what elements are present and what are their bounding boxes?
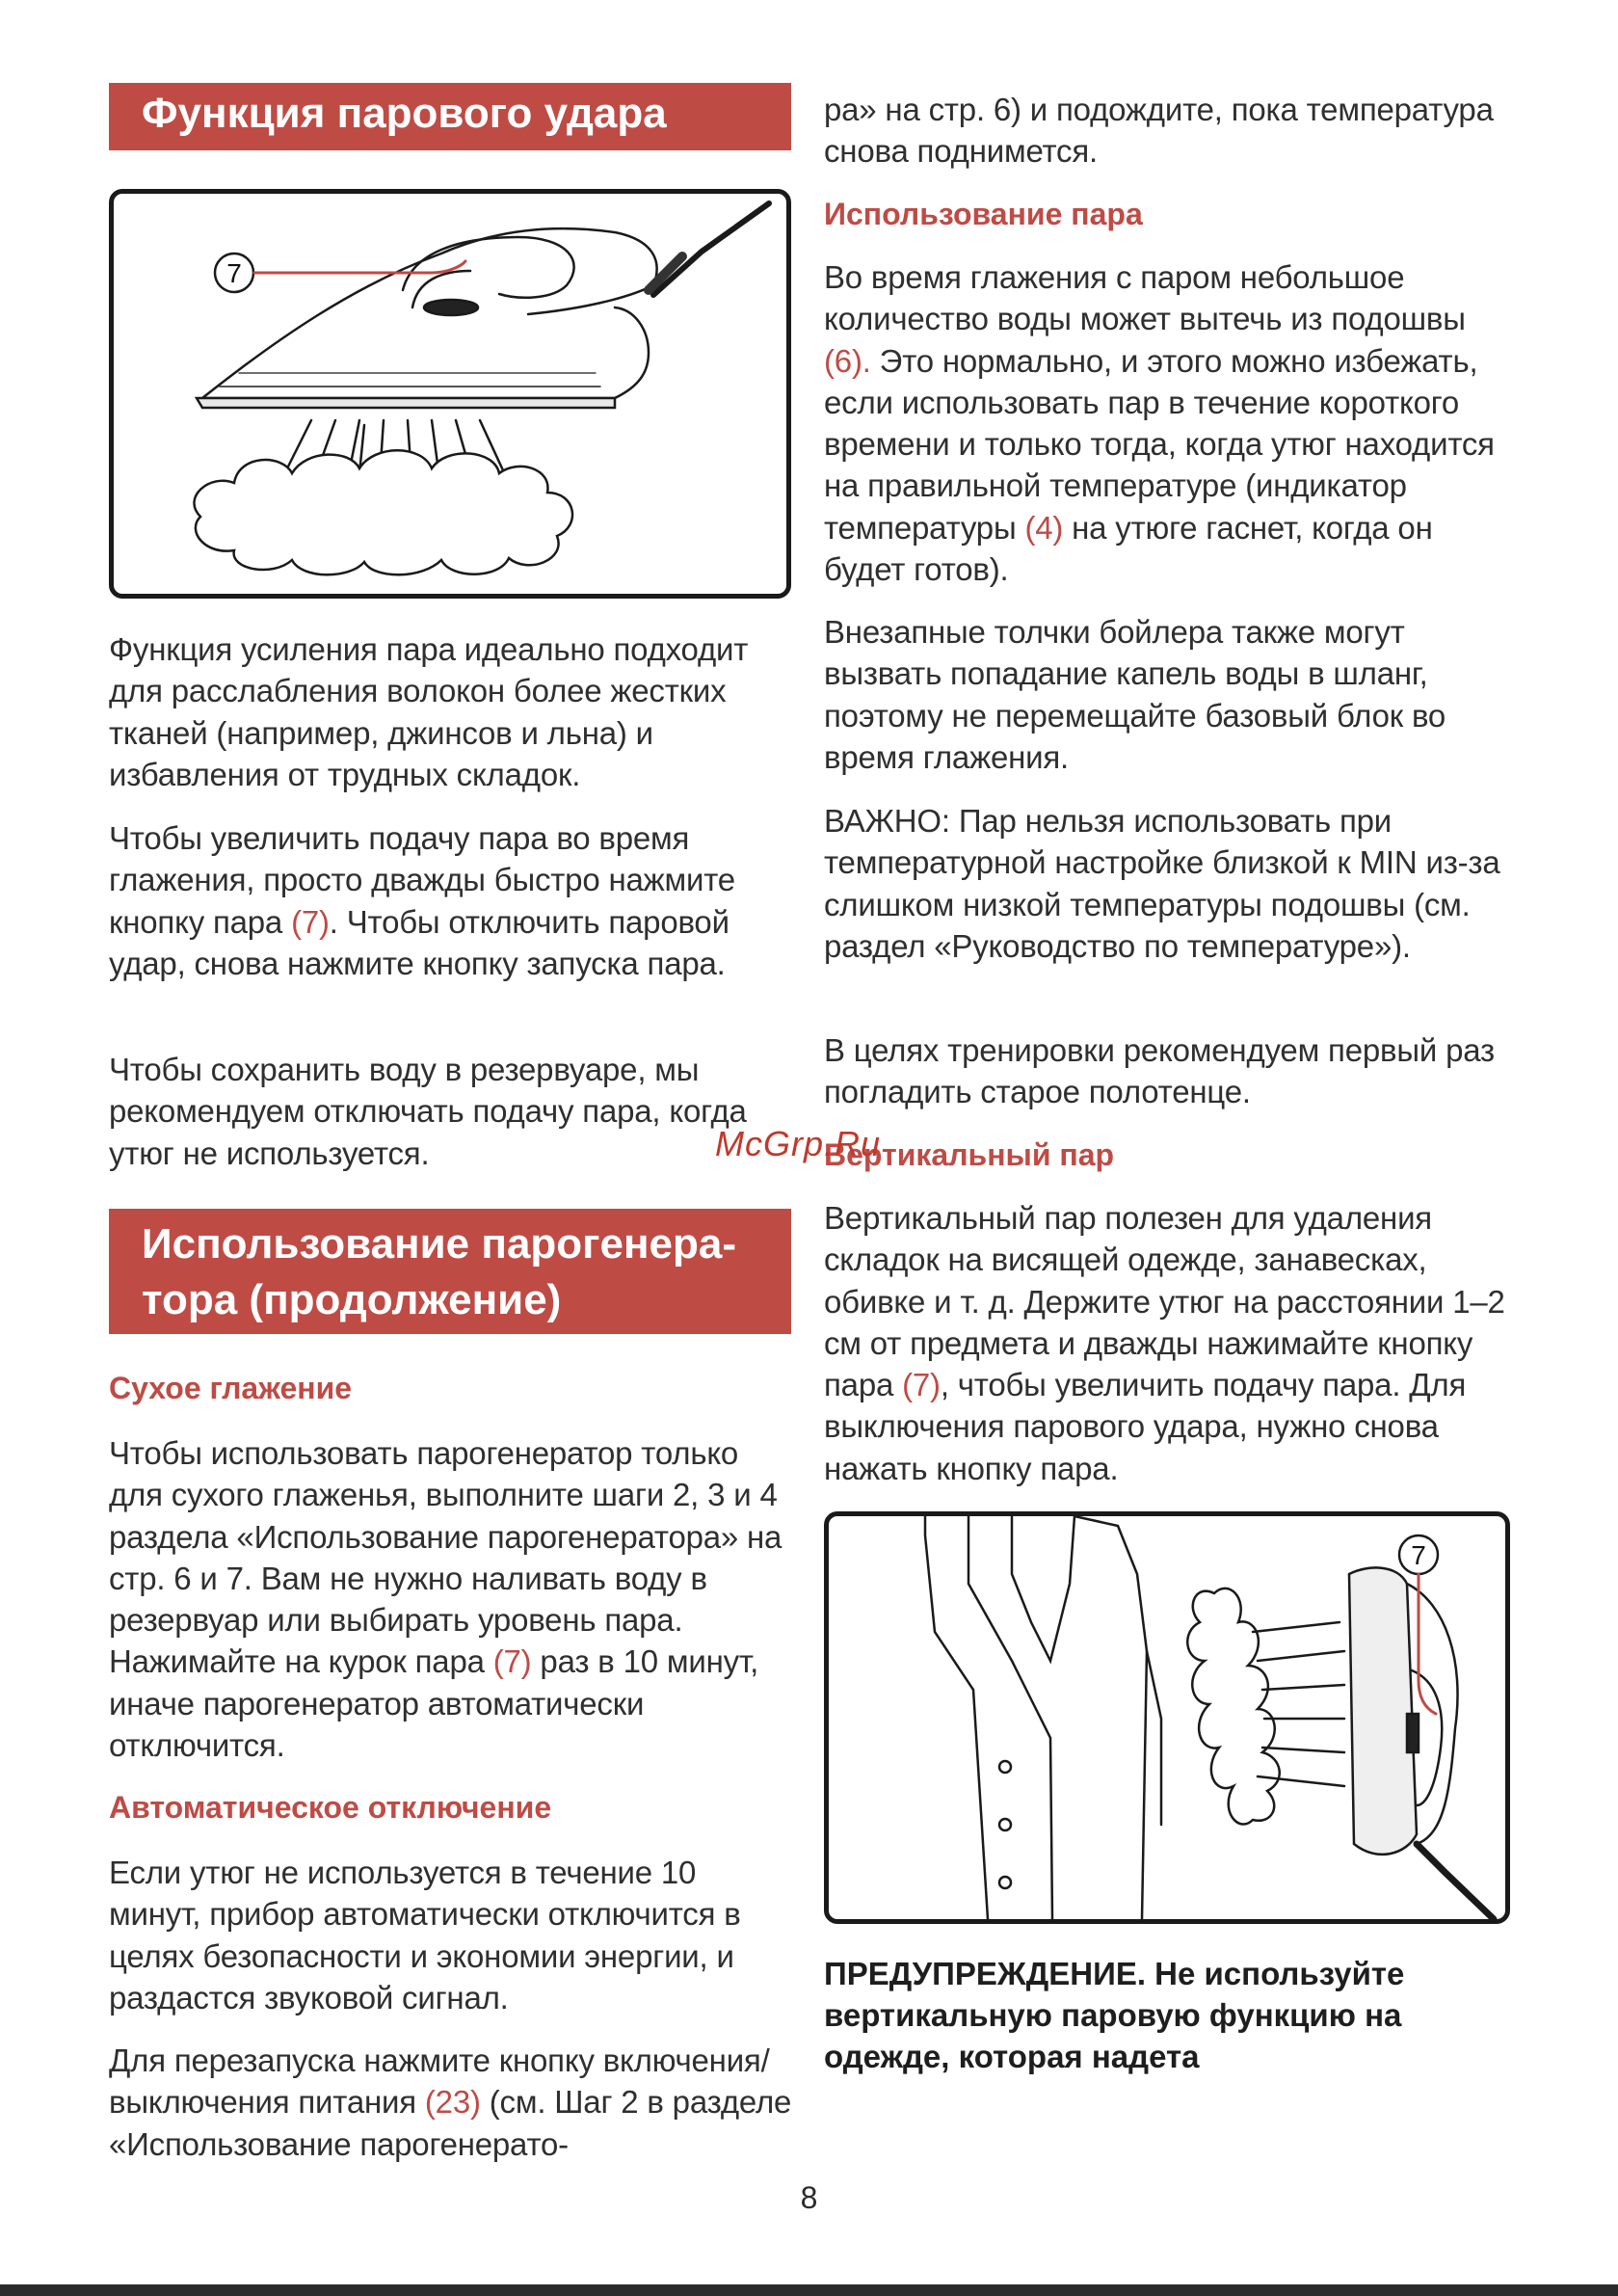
dry-ironing-paragraph: Чтобы использовать парогенератор только для сухого глаженья, выполните шаги 2, 3 и 4 раздела «Использование парогенератора» на стр. 6 и 7. Вам не нужно наливать воду в резервуар или выбирать уровень пара. Нажимайте на курок пара (7) раз в 10 минут, иначе парогенератор автоматически отключится.	[109, 1435, 782, 1764]
callout-7-bottom: 7	[1411, 1540, 1426, 1570]
callout-7-top: 7	[226, 258, 242, 288]
steam-boost-paragraph: Функция усиления пара идеально подходит для расслабления волокон более жестких тканей (например, джинсов и льна) и избавления от трудных складок.	[109, 631, 749, 792]
dry-ironing-heading: Сухое глажение	[109, 1371, 353, 1405]
garment-iron-drawing	[829, 1516, 1505, 1919]
save-water-paragraph: Чтобы сохранить воду в резервуаре, мы рекомендуем отключать подачу пара, когда утюг не используется.	[109, 1052, 747, 1171]
auto-off-heading: Автоматическое отключение	[109, 1790, 552, 1825]
important-paragraph: ВАЖНО: Пар нельзя использовать при температурной настройке близкой к MIN из-за слишком низкой температуры подошвы (см. раздел «Руководство по температуре»).	[824, 803, 1500, 964]
ref-7: (7)	[902, 1367, 941, 1403]
ref-23: (23)	[424, 2084, 481, 2121]
auto-off-paragraph: Если утюг не используется в течение 10 минут, прибор автоматически отключится в целях безопасности и экономии энергии, и раздастся звуковой сигнал.	[109, 1855, 741, 2016]
training-paragraph: В целях тренировки рекомендуем первый раз погладить старое полотенце.	[824, 1032, 1495, 1110]
bottom-rule	[0, 2284, 1618, 2296]
restart-paragraph: Для перезапуска нажмите кнопку включения/выключения питания (23) (см. Шаг 2 в разделе «Использование парогенерато-	[109, 2042, 792, 2162]
section-title-generator-continued: Использование парогенера- тора (продолжение)	[109, 1209, 791, 1334]
warning-paragraph: ПРЕДУПРЕЖДЕНИЕ. Не используйте вертикальную паровую функцию на одежде, которая надета	[824, 1956, 1405, 2074]
steam-use-heading: Использование пара	[824, 197, 1143, 231]
page-number: 8	[800, 2180, 818, 2215]
iron-steam-illustration	[109, 189, 791, 599]
ref-4: (4)	[1024, 509, 1064, 546]
double-press-paragraph: Чтобы увеличить подачу пара во время глажения, просто дважды быстро нажмите кнопку пара (7). Чтобы отключить паровой удар, снова нажмите кнопку запуска пара.	[109, 820, 735, 981]
vertical-steam-illustration	[824, 1511, 1510, 1924]
ref-7: (7)	[492, 1643, 532, 1680]
continued-paragraph: ра» на стр. 6) и подождите, пока температура снова поднимется.	[824, 92, 1494, 170]
watermark: McGrp.Ru	[715, 1124, 882, 1163]
section-title-steam-boost: Функция парового удара	[109, 83, 791, 150]
vertical-steam-heading: Вертикальный пар	[824, 1137, 1115, 1172]
ref-7: (7)	[291, 903, 330, 940]
iron-drawing	[114, 194, 786, 594]
ref-6: (6).	[824, 342, 871, 379]
boiler-paragraph: Внезапные толчки бойлера также могут вызвать попадание капель воды в шланг, поэтому не перемещайте базовый блок во время глажения.	[824, 614, 1446, 775]
vertical-steam-paragraph: Вертикальный пар полезен для удаления складок на висящей одежде, занавесках, обивке и т. д. Держите утюг на расстоянии 1–2 см от предмета и дважды нажимайте кнопку пара (7), чтобы увеличить подачу пара. Для выключения парового удара, нужно снова нажать кнопку пара.	[824, 1200, 1505, 1486]
steam-use-paragraph: Во время глажения с паром небольшое количество воды может вытечь из подошвы (6). Это нормально, и этого можно избежать, если использовать пар в течение короткого времени и только тогда, когда утюг находится на правильной температуре (индикатор температуры (4) на утюге гаснет, когда он будет готов).	[824, 259, 1495, 588]
